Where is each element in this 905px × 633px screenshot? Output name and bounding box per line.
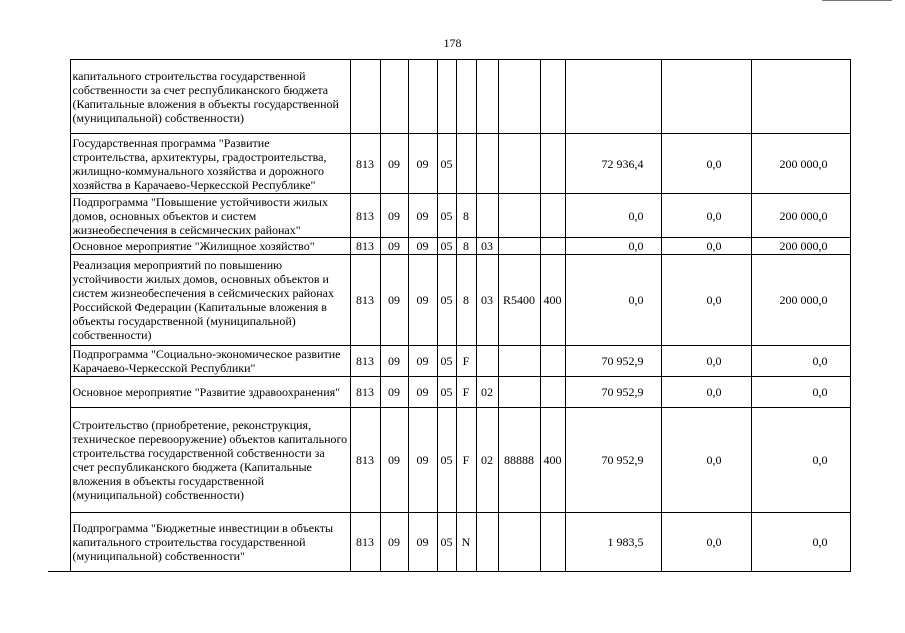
- program-code-cell: 05: [437, 194, 456, 238]
- amount-year-1-cell: 0,0: [565, 194, 661, 238]
- subsection-code-cell: 09: [408, 513, 437, 572]
- amount-year-3-cell: 0,0: [751, 513, 850, 572]
- amount-year-2-cell: 0,0: [661, 408, 751, 513]
- subprogram-code-cell: 8: [456, 238, 476, 255]
- program-code-cell: 05: [437, 238, 456, 255]
- ministry-code-cell: 813: [350, 134, 380, 194]
- amount-year-2-cell: 0,0: [661, 238, 751, 255]
- amount-year-3-cell: 0,0: [751, 408, 850, 513]
- direction-code-cell: R5400: [498, 255, 540, 346]
- ministry-code-cell: 813: [350, 513, 380, 572]
- subprogram-code-cell: N: [456, 513, 476, 572]
- left-margin-cell: [48, 346, 70, 377]
- subprogram-code-cell: [456, 60, 476, 134]
- subsection-code-cell: 09: [408, 238, 437, 255]
- expense-type-code-cell: [540, 134, 565, 194]
- left-margin-cell: [48, 134, 70, 194]
- ministry-code-cell: 813: [350, 408, 380, 513]
- left-margin-cell: [48, 408, 70, 513]
- amount-year-1-cell: 0,0: [565, 255, 661, 346]
- row-name-cell: Реализация мероприятий по повышению устойчивости жилых домов, основных объектов и систем жизнеобеспечения в сейсмических районах Российской Федерации (Капитальные вложения в объекты государственной (муниципальной) собственности): [70, 255, 350, 346]
- ministry-code-cell: 813: [350, 194, 380, 238]
- row-name-cell: Строительство (приобретение, реконструкция, техническое перевооружение) объектов капитального строительства государственной собственности за счет республиканского бюджета (Капитальные вложения в объекты государственной (муниципальной) собственности): [70, 408, 350, 513]
- table-row: [48, 513, 850, 572]
- subprogram-code-cell: F: [456, 377, 476, 408]
- amount-year-3-cell: 0,0: [751, 346, 850, 377]
- amount-year-3-cell: 200 000,0: [751, 134, 850, 194]
- amount-year-1-cell: 1 983,5: [565, 513, 661, 572]
- amount-year-1-cell: 70 952,9: [565, 408, 661, 513]
- table-row: [48, 194, 850, 238]
- ministry-code-cell: 813: [350, 238, 380, 255]
- direction-code-cell: [498, 513, 540, 572]
- event-code-cell: 03: [476, 255, 498, 346]
- subprogram-code-cell: 8: [456, 194, 476, 238]
- page-number: 178: [443, 36, 462, 50]
- subsection-code-cell: 09: [408, 255, 437, 346]
- left-margin-cell: [48, 238, 70, 255]
- row-name-cell: Государственная программа "Развитие строительства, архитектуры, градостроительства, жилищно-коммунального хозяйства и дорожного хозяйства в Карачаево-Черкесской Республике": [70, 134, 350, 194]
- section-code-cell: 09: [380, 346, 408, 377]
- table-row: [48, 255, 850, 346]
- subsection-code-cell: 09: [408, 346, 437, 377]
- direction-code-cell: [498, 194, 540, 238]
- amount-year-1-cell: 72 936,4: [565, 134, 661, 194]
- ministry-code-cell: 813: [350, 377, 380, 408]
- subsection-code-cell: 09: [408, 194, 437, 238]
- ministry-code-cell: 813: [350, 346, 380, 377]
- table-row: [48, 346, 850, 377]
- section-code-cell: [380, 60, 408, 134]
- subprogram-code-cell: F: [456, 346, 476, 377]
- program-code-cell: 05: [437, 513, 456, 572]
- direction-code-cell: [498, 377, 540, 408]
- expense-type-code-cell: [540, 513, 565, 572]
- section-code-cell: 09: [380, 134, 408, 194]
- subsection-code-cell: 09: [408, 377, 437, 408]
- section-code-cell: 09: [380, 194, 408, 238]
- row-name-cell: Основное мероприятие "Жилищное хозяйство": [70, 238, 350, 255]
- amount-year-1-cell: [565, 60, 661, 134]
- amount-year-2-cell: 0,0: [661, 255, 751, 346]
- table-row: [48, 60, 850, 134]
- section-code-cell: 09: [380, 408, 408, 513]
- expense-type-code-cell: [540, 194, 565, 238]
- row-name-cell: Подпрограмма "Повышение устойчивости жилых домов, основных объектов и систем жизнеобеспечения в сейсмических районах": [70, 194, 350, 238]
- row-name-cell: Подпрограмма "Социально-экономическое развитие Карачаево-Черкесской Республики": [70, 346, 350, 377]
- amount-year-2-cell: 0,0: [661, 377, 751, 408]
- event-code-cell: 02: [476, 408, 498, 513]
- amount-year-2-cell: 0,0: [661, 134, 751, 194]
- expense-type-code-cell: 400: [540, 255, 565, 346]
- left-margin-cell: [48, 513, 70, 572]
- amount-year-2-cell: 0,0: [661, 194, 751, 238]
- left-margin-cell: [48, 377, 70, 408]
- expense-type-code-cell: 400: [540, 408, 565, 513]
- ministry-code-cell: 813: [350, 255, 380, 346]
- table-body: [48, 60, 850, 572]
- section-code-cell: 09: [380, 255, 408, 346]
- amount-year-3-cell: 0,0: [751, 377, 850, 408]
- event-code-cell: [476, 346, 498, 377]
- subprogram-code-cell: [456, 134, 476, 194]
- direction-code-cell: [498, 134, 540, 194]
- table-row: [48, 238, 850, 255]
- event-code-cell: [476, 194, 498, 238]
- table-row: [48, 377, 850, 408]
- table-row: [48, 408, 850, 513]
- left-margin-cell: [48, 60, 70, 134]
- amount-year-1-cell: 70 952,9: [565, 377, 661, 408]
- amount-year-2-cell: 0,0: [661, 513, 751, 572]
- program-code-cell: [437, 60, 456, 134]
- amount-year-3-cell: 200 000,0: [751, 194, 850, 238]
- amount-year-2-cell: 0,0: [661, 346, 751, 377]
- expense-type-code-cell: [540, 60, 565, 134]
- event-code-cell: 03: [476, 238, 498, 255]
- scan-edge-line: [822, 0, 892, 1]
- amount-year-1-cell: 0,0: [565, 238, 661, 255]
- expense-type-code-cell: [540, 346, 565, 377]
- budget-table: [48, 59, 851, 572]
- amount-year-2-cell: [661, 60, 751, 134]
- section-code-cell: 09: [380, 377, 408, 408]
- row-name-cell: капитального строительства государственной собственности за счет республиканского бюджета (Капитальные вложения в объекты государственной (муниципальной) собственности): [70, 60, 350, 134]
- direction-code-cell: [498, 60, 540, 134]
- row-name-cell: Подпрограмма "Бюджетные инвестиции в объекты капитального строительства государственной (муниципальной) собственности": [70, 513, 350, 572]
- amount-year-3-cell: [751, 60, 850, 134]
- program-code-cell: 05: [437, 134, 456, 194]
- program-code-cell: 05: [437, 346, 456, 377]
- direction-code-cell: [498, 238, 540, 255]
- subsection-code-cell: 09: [408, 408, 437, 513]
- event-code-cell: [476, 513, 498, 572]
- section-code-cell: 09: [380, 513, 408, 572]
- ministry-code-cell: [350, 60, 380, 134]
- row-name-cell: Основное мероприятие "Развитие здравоохранения": [70, 377, 350, 408]
- direction-code-cell: [498, 346, 540, 377]
- program-code-cell: 05: [437, 255, 456, 346]
- amount-year-3-cell: 200 000,0: [751, 255, 850, 346]
- subprogram-code-cell: F: [456, 408, 476, 513]
- subsection-code-cell: [408, 60, 437, 134]
- program-code-cell: 05: [437, 408, 456, 513]
- subprogram-code-cell: 8: [456, 255, 476, 346]
- program-code-cell: 05: [437, 377, 456, 408]
- event-code-cell: [476, 60, 498, 134]
- left-margin-cell: [48, 194, 70, 238]
- expense-type-code-cell: [540, 377, 565, 408]
- amount-year-1-cell: 70 952,9: [565, 346, 661, 377]
- left-margin-cell: [48, 255, 70, 346]
- amount-year-3-cell: 200 000,0: [751, 238, 850, 255]
- section-code-cell: 09: [380, 238, 408, 255]
- event-code-cell: [476, 134, 498, 194]
- table-row: [48, 134, 850, 194]
- direction-code-cell: 88888: [498, 408, 540, 513]
- subsection-code-cell: 09: [408, 134, 437, 194]
- event-code-cell: 02: [476, 377, 498, 408]
- expense-type-code-cell: [540, 238, 565, 255]
